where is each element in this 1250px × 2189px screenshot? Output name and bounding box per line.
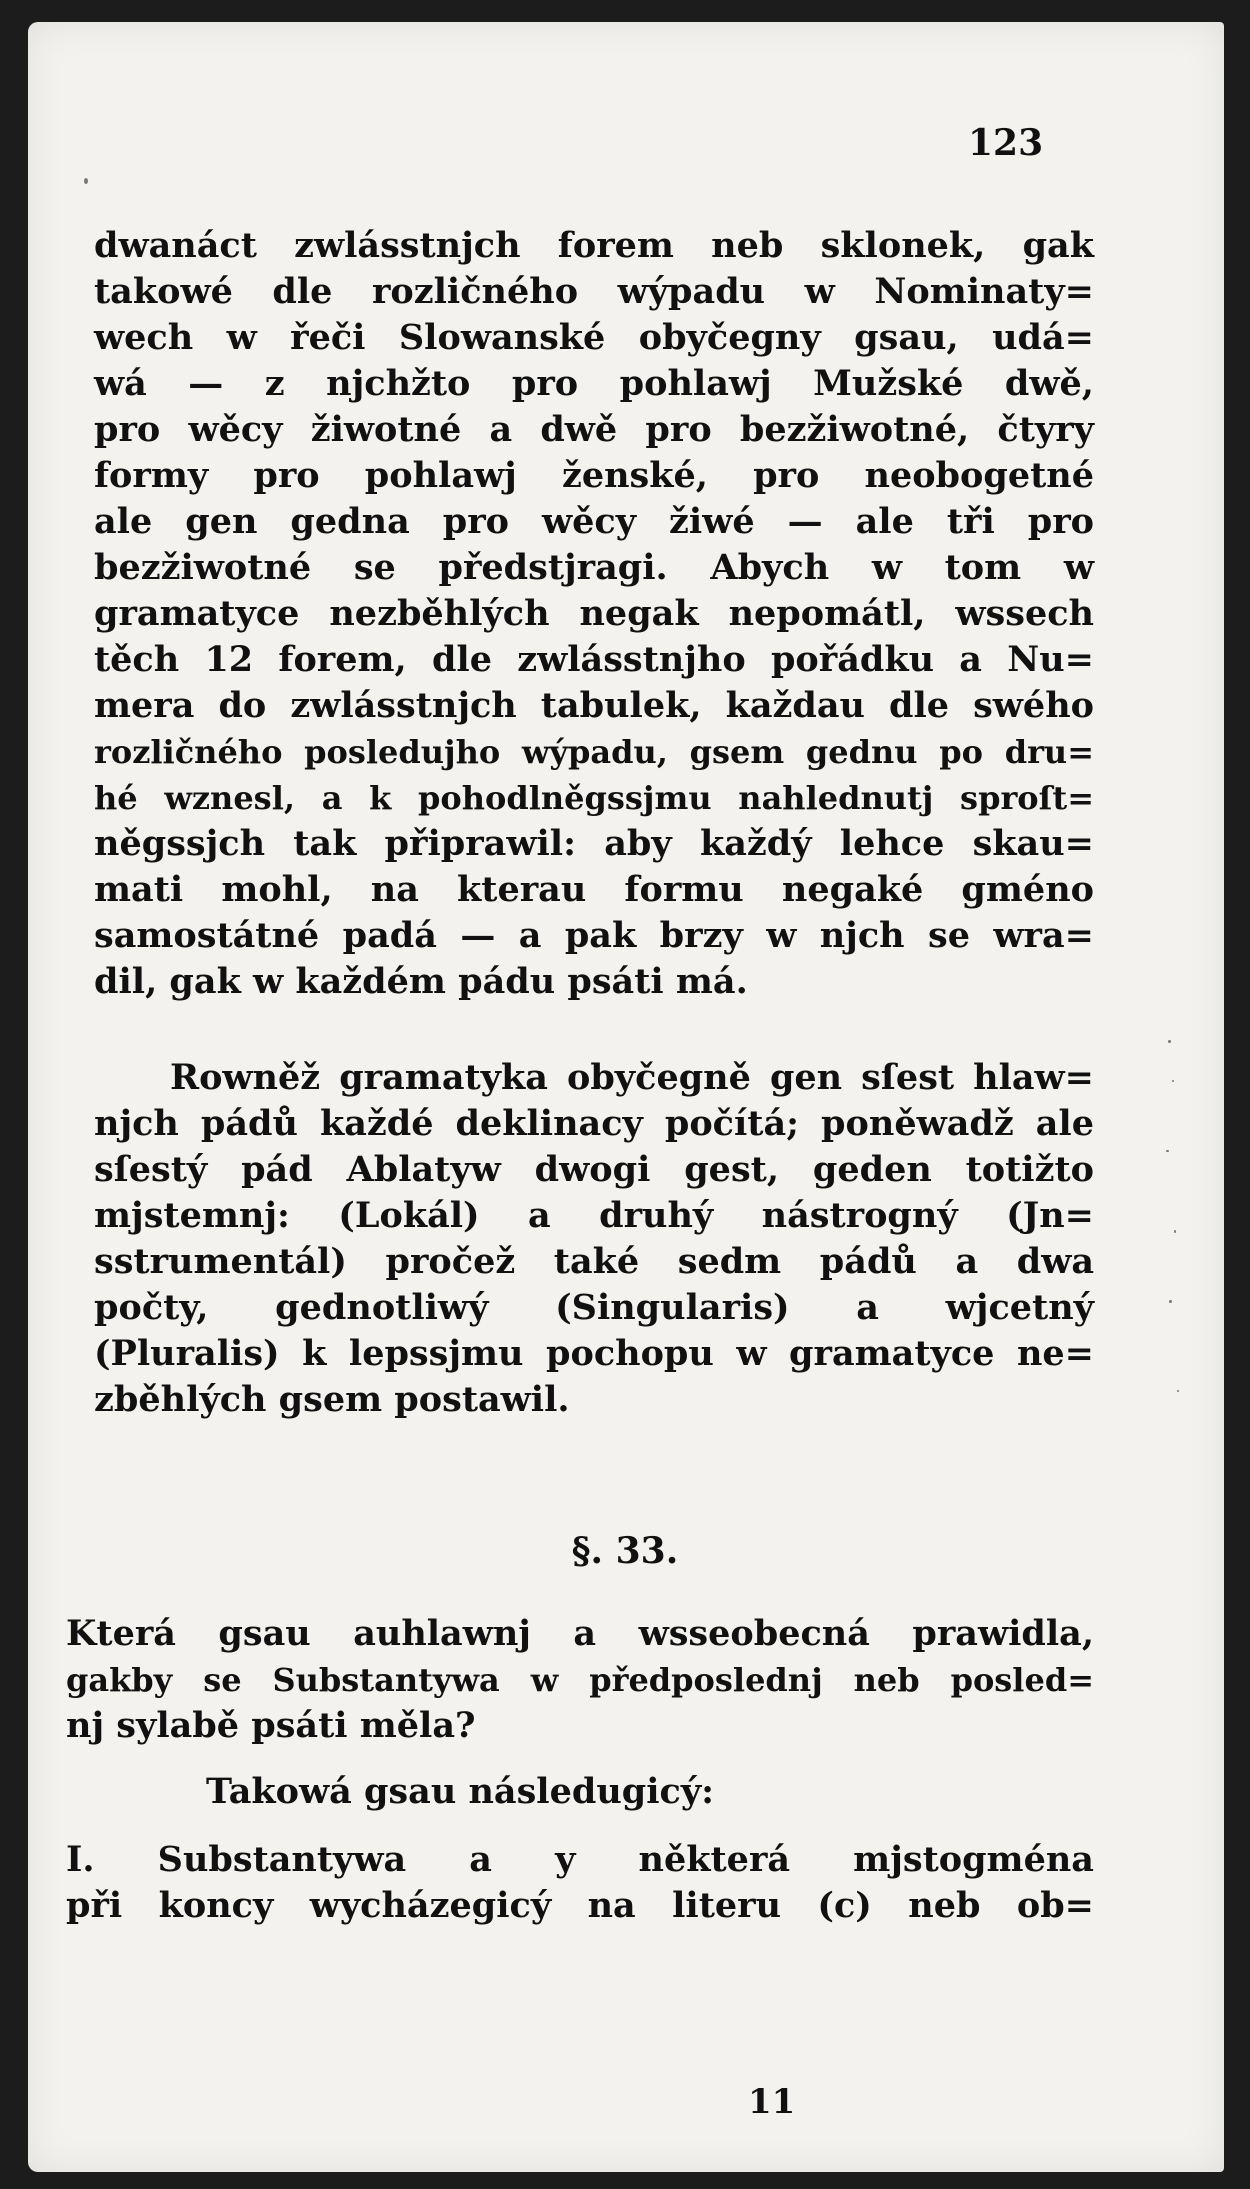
text-line: pro wěcy žiwotné a dwě pro bezžiwotné, čtyry <box>94 409 1094 450</box>
printer-signature-mark: 11 <box>748 2082 796 2122</box>
text-line: samostátné padá — a pak brzy w njch se wra= <box>94 915 1094 956</box>
text-line: hé wznesl, a k pohodlněgssjmu nahlednutj sproſt= <box>94 779 1094 817</box>
text-line: Rowněž gramatyka obyčegně gen sſest hlaw= <box>170 1057 1094 1098</box>
text-line: něgssjch tak připrawil: aby každý lehce skau= <box>94 823 1094 864</box>
text-line: gramatyce nezběhlých negak nepomátl, wssech <box>94 593 1094 634</box>
text-line: dwanáct zwlásstnjch forem neb sklonek, gak <box>94 225 1094 266</box>
scan-speck <box>1172 1080 1174 1082</box>
text-line: wá — z njchžto pro pohlawj Mužské dwě, <box>94 363 1094 404</box>
scan-speck <box>1174 1230 1176 1233</box>
text-line: počty, gednotliwý (Singularis) a wjcetný <box>94 1287 1094 1328</box>
text-line: ale gen gedna pro wěcy žiwé — ale tři pro <box>94 501 1094 542</box>
section-heading: §. 33. <box>571 1530 679 1572</box>
scan-speck <box>1166 1150 1169 1152</box>
text-line: wech w řeči Slowanské obyčegny gsau, udá= <box>94 317 1094 358</box>
text-line: mjstemnj: (Lokál) a druhý nástrogný (Jn= <box>94 1195 1094 1236</box>
text-line: (Pluralis) k lepssjmu pochopu w gramatyce ne= <box>94 1333 1094 1374</box>
scan-speck <box>1169 1300 1172 1303</box>
answer-intro: Takowá gsau následugicý: <box>206 1771 715 1812</box>
text-line: těch 12 forem, dle zwlásstnjho pořádku a Nu= <box>94 639 1094 680</box>
text-line: formy pro pohlawj ženské, pro neobogetné <box>94 455 1094 496</box>
scan-speck <box>1168 1040 1171 1043</box>
rule-line: I. Substantywa a y některá mjstogména <box>66 1839 1094 1880</box>
text-line: dil, gak w každém pádu psáti má. <box>94 961 748 1002</box>
question-line: Která gsau auhlawnj a wsseobecná prawidla, <box>66 1613 1094 1654</box>
scan-speck <box>1177 1390 1179 1392</box>
scan-speck <box>84 178 88 184</box>
page-number: 123 <box>968 122 1044 164</box>
rule-line: při koncy wycházegicý na literu (c) neb ob= <box>66 1885 1094 1926</box>
question-line: nj sylabě psáti měla? <box>66 1705 476 1746</box>
text-line: bezžiwotné se předstjragi. Abych w tom w <box>94 547 1094 588</box>
text-line: mera do zwlásstnjch tabulek, každau dle swého <box>94 685 1094 726</box>
text-line: sstrumentál) pročež také sedm pádů a dwa <box>94 1241 1094 1282</box>
text-line: sſestý pád Ablatyw dwogi gest, geden totižto <box>94 1149 1094 1190</box>
text-line: mati mohl, na kterau formu negaké gméno <box>94 869 1094 910</box>
text-line: njch pádů každé deklinacy počítá; poněwadž ale <box>94 1103 1094 1144</box>
question-line: gakby se Substantywa w předposlednj neb posled= <box>66 1661 1094 1699</box>
text-line: zběhlých gsem postawil. <box>94 1379 570 1420</box>
text-line: takowé dle rozličného wýpadu w Nominaty= <box>94 271 1094 312</box>
text-line: rozličného posledujho wýpadu, gsem gednu po dru= <box>94 733 1094 771</box>
